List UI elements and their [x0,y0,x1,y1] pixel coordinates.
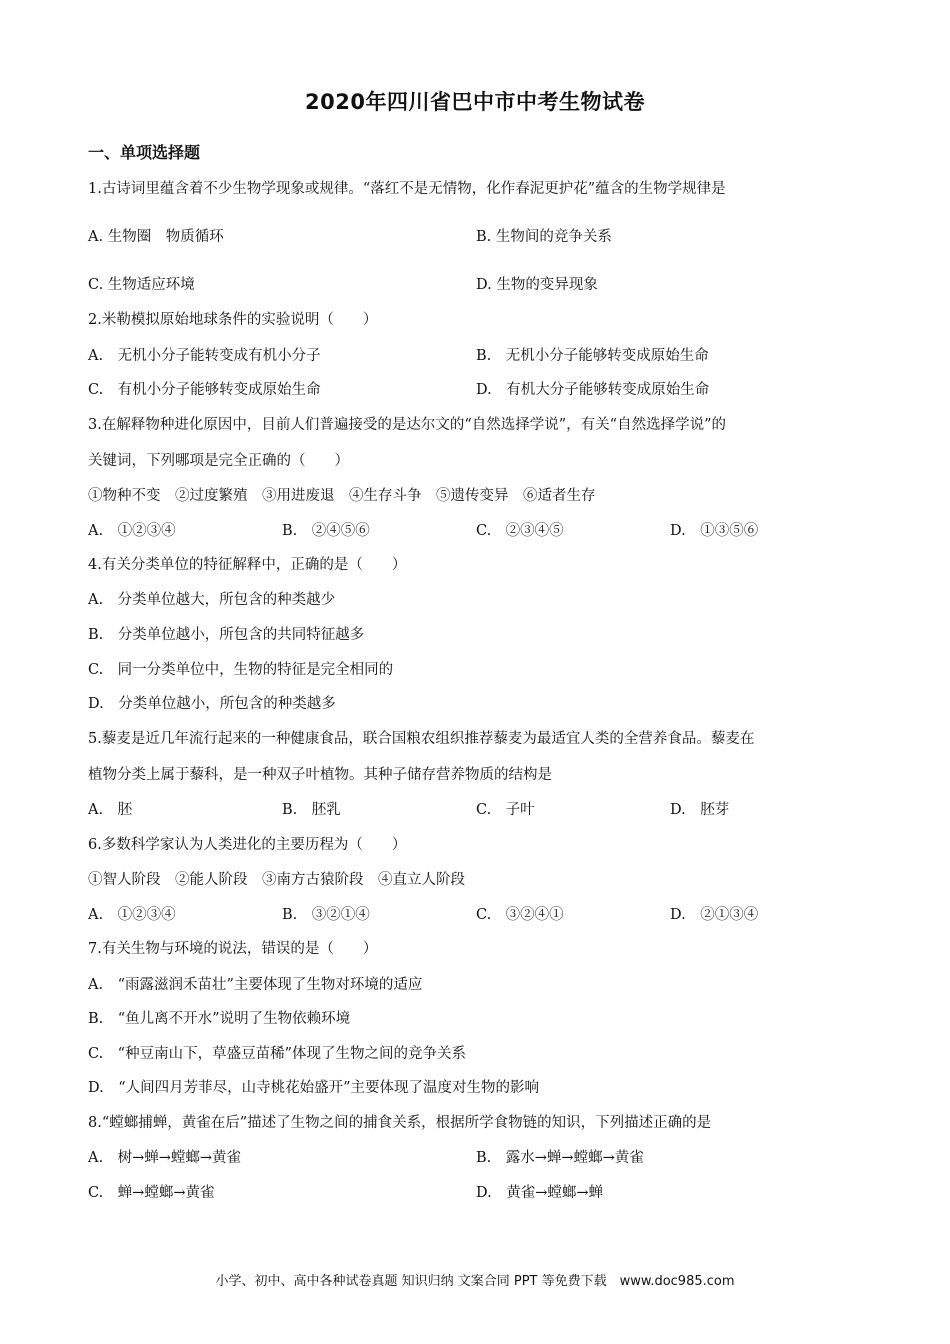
question-6-option-b: B. ③②①④ [282,907,370,923]
question-8-option-d: D. 黄雀→螳螂→蝉 [476,1185,604,1201]
question-6-option-c: C. ③②④① [476,907,564,923]
question-1-stem: 1.古诗词里蕴含着不少生物学现象或规律。“落红不是无情物，化作春泥更护花”蕴含的生物学规律是 [88,181,726,197]
question-3-option-c: C. ②③④⑤ [476,523,564,539]
question-6-option-d: D. ②①③④ [670,907,759,923]
page-title: 2020年四川省巴中市中考生物试卷 [305,90,645,114]
question-7-option-a: A. “雨露滋润禾苗壮”主要体现了生物对环境的适应 [88,977,423,993]
question-2-option-d: D. 有机大分子能够转变成原始生命 [476,382,710,398]
question-8-option-c: C. 蝉→螳螂→黄雀 [88,1185,215,1201]
question-6-option-a: A. ①②③④ [88,907,176,923]
question-1-option-b: B. 生物间的竞争关系 [476,229,612,245]
question-2-stem: 2.米勒模拟原始地球条件的实验说明（ ） [88,312,378,328]
question-8-stem: 8.“螳螂捕蝉，黄雀在后”描述了生物之间的捕食关系，根据所学食物链的知识，下列描述正确的是 [88,1115,712,1131]
question-3-option-a: A. ①②③④ [88,523,176,539]
question-3-stem-line-1: 3.在解释物种进化原因中，目前人们普遍接受的是达尔文的“自然选择学说”，有关“自然选择学说”的 [88,417,726,433]
question-5-option-c: C. 子叶 [476,802,535,818]
page-footer: 小学、初中、高中各种试卷真题 知识归纳 文案合同 PPT 等免费下载 www.doc985.com [215,1274,735,1289]
question-7-option-c: C. “种豆南山下，草盛豆苗稀”体现了生物之间的竞争关系 [88,1046,467,1062]
question-3-stem-line-2: 关键词，下列哪项是完全正确的（ ） [88,453,349,469]
question-4-option-d: D. 分类单位越小，所包含的种类越多 [88,696,336,712]
question-3-option-b: B. ②④⑤⑥ [282,523,370,539]
question-1-option-c: C. 生物适应环境 [88,277,195,293]
question-2-option-a: A. 无机小分子能转变成有机小分子 [88,348,321,364]
question-5-option-a: A. 胚 [88,802,133,818]
question-4-option-a: A. 分类单位越大，所包含的种类越少 [88,592,336,608]
question-6-items: ①智人阶段 ②能人阶段 ③南方古猿阶段 ④直立人阶段 [88,872,465,888]
question-7-stem: 7.有关生物与环境的说法，错误的是（ ） [88,941,378,957]
question-1-option-d: D. 生物的变异现象 [476,277,598,293]
question-3-option-d: D. ①③⑤⑥ [670,523,759,539]
question-5-stem-line-1: 5.藜麦是近几年流行起来的一种健康食品，联合国粮农组织推荐藜麦为最适宜人类的全营养食品。藜麦在 [88,731,755,747]
question-4-option-c: C. 同一分类单位中，生物的特征是完全相同的 [88,662,394,678]
question-1-option-a: A. 生物圈 物质循环 [88,229,224,245]
question-5-option-d: D. 胚芽 [670,802,730,818]
question-5-stem-line-2: 植物分类上属于藜科，是一种双子叶植物。其种子储存营养物质的结构是 [88,767,552,783]
question-4-stem: 4.有关分类单位的特征解释中，正确的是（ ） [88,557,407,573]
question-3-items: ①物种不变 ②过度繁殖 ③用进废退 ④生存斗争 ⑤遗传变异 ⑥适者生存 [88,488,596,504]
question-5-option-b: B. 胚乳 [282,802,341,818]
question-7-option-d: D. “人间四月芳菲尽，山寺桃花始盛开”主要体现了温度对生物的影响 [88,1080,540,1096]
question-7-option-b: B. “鱼儿离不开水”说明了生物依赖环境 [88,1011,351,1027]
question-8-option-b: B. 露水→蝉→螳螂→黄雀 [476,1150,644,1166]
question-4-option-b: B. 分类单位越小，所包含的共同特征越多 [88,627,365,643]
question-2-option-c: C. 有机小分子能够转变成原始生命 [88,382,321,398]
question-6-stem: 6.多数科学家认为人类进化的主要历程为（ ） [88,837,407,853]
section-heading: 一、单项选择题 [88,143,201,162]
question-8-option-a: A. 树→蝉→螳螂→黄雀 [88,1150,242,1166]
question-2-option-b: B. 无机小分子能够转变成原始生命 [476,348,709,364]
